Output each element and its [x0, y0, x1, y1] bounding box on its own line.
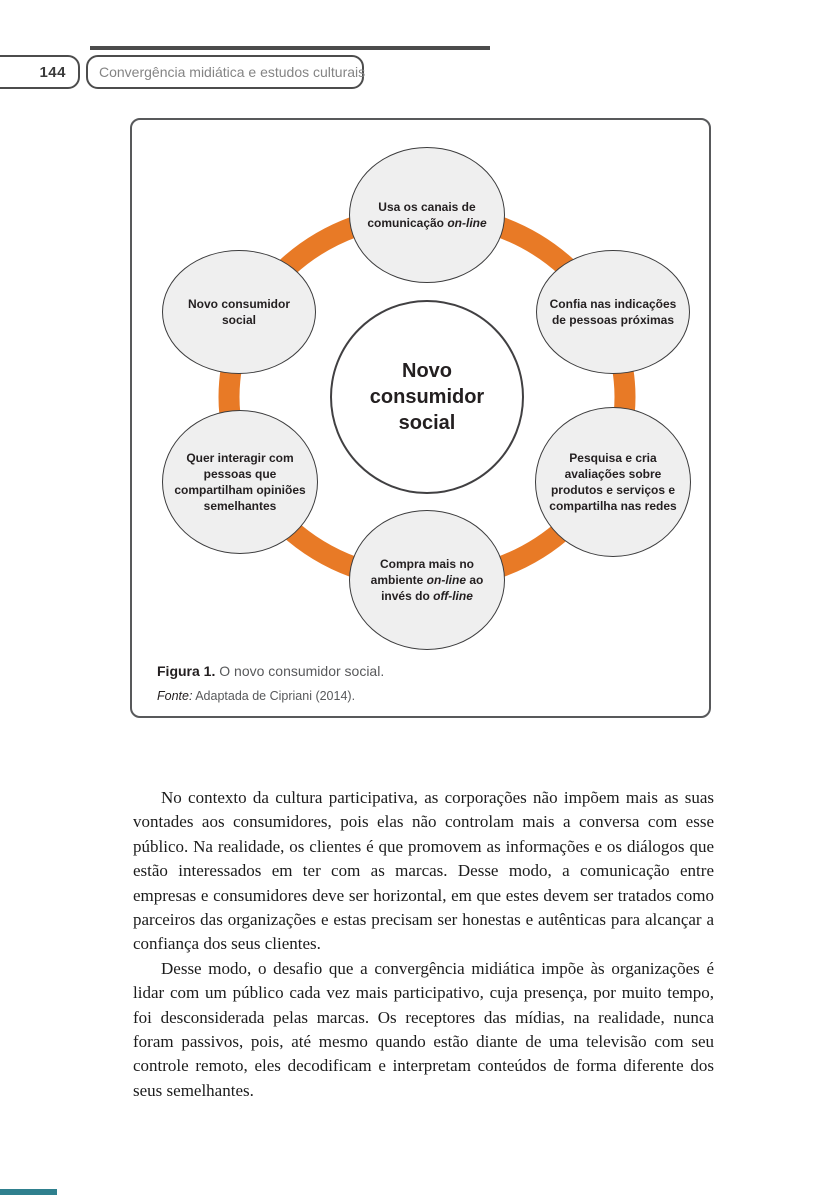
page-number-box	[0, 55, 80, 89]
diagram-center-label: Novo consumidor social	[369, 360, 485, 434]
diagram-node-label: Pesquisa e cria avaliações sobre produtos e serviços e compartilha nas redes	[549, 450, 677, 514]
diagram-node-label: Confia nas indicações de pessoas próximas	[549, 296, 677, 327]
page-number: 144	[39, 63, 66, 81]
diagram-node-label: Compra mais no ambiente on-line ao invés do off-line	[370, 556, 484, 604]
figure-box	[130, 118, 711, 718]
header-rule	[90, 46, 490, 50]
diagram-center-node	[330, 300, 524, 494]
figure-source-line	[157, 685, 384, 707]
figure-caption-label: Figura 1.	[157, 663, 216, 679]
diagram-node-novo-consumidor	[162, 250, 316, 374]
diagram-node-pesquisa-avaliacoes	[535, 407, 691, 557]
diagram-node-label: Quer interagir com pessoas que compartilham opiniões semelhantes	[174, 450, 306, 514]
figure-source-label: Fonte:	[157, 689, 193, 703]
paragraph-2: Desse modo, o desafio que a convergência midiática impõe às organizações é lidar com um público cada vez mais participativo, cuja presença, por muito tempo, foi desconsiderada pelas marcas. Os receptores das mídias, na realidade, nunca foram passivos, pois, até mesmo quando estão diante de uma televisão com seu controle remoto, eles decodificam e interpretam conteúdos de forma diferente dos seus semelhantes.	[133, 958, 714, 1100]
running-head: Convergência midiática e estudos culturais	[99, 64, 366, 80]
body-text	[133, 786, 714, 1103]
diagram-node-canais-online	[349, 147, 505, 283]
diagram-node-label: Novo consumidor social	[187, 296, 290, 327]
figure-caption-line	[157, 660, 384, 682]
figure-caption-text: O novo consumidor social.	[215, 663, 385, 679]
figure-caption	[157, 660, 384, 707]
diagram-node-compra-online	[349, 510, 505, 650]
running-head-box	[86, 55, 364, 89]
diagram-node-label: Usa os canais de comunicação on-line	[367, 199, 487, 230]
footer-rule	[0, 1189, 57, 1195]
paragraph-1: No contexto da cultura participativa, as corporações não impõem mais as suas vontades aos consumidores, pois elas não controlam mais a conversa com esse público. Na realidade, os clientes é que promovem as informações e os diálogos que estão interessados em ter com as marcas. Desse modo, a comunicação entre empresas e consumidores deve ser horizontal, em que estes devem ser tratados como parceiros das organizações e estas precisam ser honestas e autênticas para alcançar a confiança dos seus clientes.	[133, 788, 714, 954]
diagram-node-quer-interagir	[162, 410, 318, 554]
diagram-node-confia-indicacoes	[536, 250, 690, 374]
consumer-diagram	[132, 120, 709, 716]
figure-source-text: Adaptada de Cipriani (2014).	[192, 689, 356, 703]
